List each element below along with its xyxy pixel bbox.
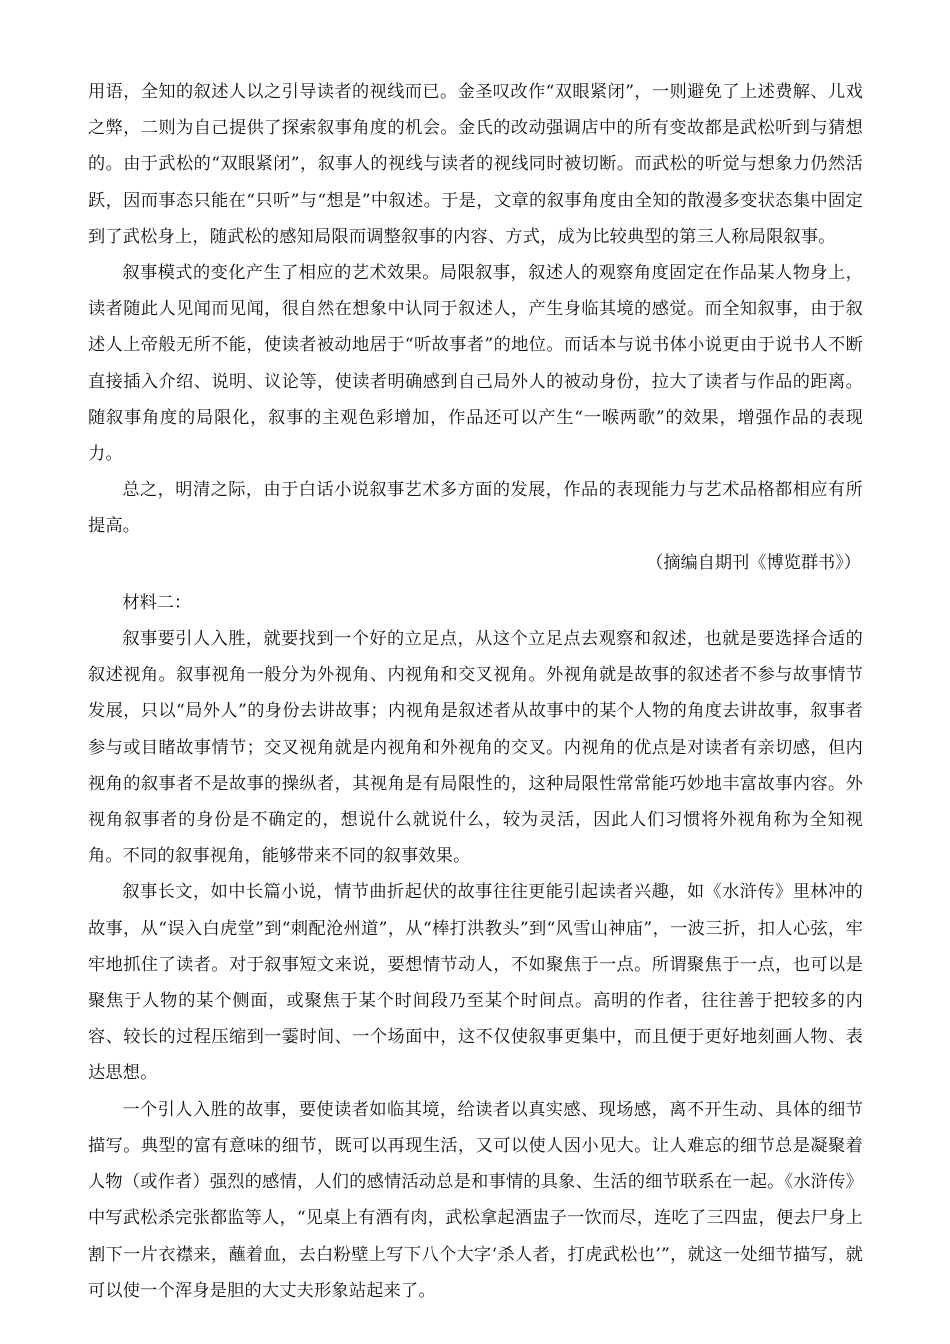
paragraph-detail-description: 一个引人入胜的故事，要使读者如临其境，给读者以真实感、现场感，离不开生动、具体的细节描写。典型的富有意味的细节，既可以再现生活，又可以使人因小见大。让人难忘的细节总是凝聚着人物（或作者）强烈的感情，人们的感情活动总是和事情的具象、生活的细节联系在一起。《水浒传》中写武松杀完张都监等人，“见桌上有酒有肉，武松拿起酒盅子一饮而尽，连吃了三四盅，便去尸身上割下一片衣襟来，蘸着血，去白粉壁上写下八个大字‘杀人者，打虎武松也’”，就这一处细节描写，就可以使一个浑身是胆的大丈夫形象站起来了。 bbox=[88, 1099, 863, 1301]
material-two-heading: 材料二： bbox=[122, 592, 192, 613]
paragraph-continuation: 用语，全知的叙述人以之引导读者的视线而已。金圣叹改作“双眼紧闭”，一则避免了上述费解、儿戏之弊，二则为自己提供了探索叙事角度的机会。金氏的改动强调店中的所有变故都是武松听到与猜想的。由于武松的“双眼紧闭”，叙事人的视线与读者的视线同时被切断。而武松的听觉与想象力仍然活跃，因而事态只能在“只听”与“想是”中叙述。于是，文章的叙事角度由全知的散漫多变状态集中固定到了武松身上，随武松的感知局限而调整叙事的内容、方式，成为比较典型的第三人称局限叙事。 bbox=[88, 82, 863, 247]
document-page bbox=[88, 74, 863, 1309]
paragraph-focus: 叙事长文，如中长篇小说，情节曲折起伏的故事往往更能引起读者兴趣，如《水浒传》里林冲的故事，从“误入白虎堂”到“刺配沧州道”，从“棒打洪教头”到“风雪山神庙”，一波三折，扣人心弦，牢牢地抓住了读者。对于叙事短文来说，要想情节动人，不如聚焦于一点。所谓聚焦于一点，也可以是聚焦于人物的某个侧面，或聚焦于某个时间段乃至某个时间点。高明的作者，往往善于把较多的内容、较长的过程压缩到一霎时间、一个场面中，这不仅使叙事更集中，而且便于更好地刻画人物、表达思想。 bbox=[88, 882, 863, 1084]
paragraph-summary: 总之，明清之际，由于白话小说叙事艺术多方面的发展，作品的表现能力与艺术品格都相应有所提高。 bbox=[88, 480, 863, 537]
paragraph-narrative-effect: 叙事模式的变化产生了相应的艺术效果。局限叙事，叙述人的观察角度固定在作品某人物身上，读者随此人见闻而见闻，很自然在想象中认同于叙述人，产生身临其境的感觉。而全知叙事，由于叙述人上帝般无所不能，使读者被动地居于“听故事者”的地位。而话本与说书体小说更由于说书人不断直接插入介绍、说明、议论等，使读者明确感到自己局外人的被动身份，拉大了读者与作品的距离。随叙事角度的局限化，叙事的主观色彩增加，作品还可以产生“一喉两歌”的效果，增强作品的表现力。 bbox=[88, 263, 863, 465]
paragraph-narrative-perspective: 叙事要引人入胜，就要找到一个好的立足点，从这个立足点去观察和叙述，也就是要选择合适的叙述视角。叙事视角一般分为外视角、内视角和交叉视角。外视角就是故事的叙述者不参与故事情节发展，只以“局外人”的身份去讲故事；内视角是叙述者从故事中的某个人物的角度去讲故事，叙事者参与或目睹故事情节；交叉视角就是内视角和外视角的交叉。内视角的优点是对读者有亲切感，但内视角的叙事者不是故事的操纵者，其视角是有局限性的，这种局限性常常能巧妙地丰富故事内容。外视角叙事者的身份是不确定的，想说什么就说什么，较为灵活，因此人们习惯将外视角称为全知视角。不同的叙事视角，能够带来不同的叙事效果。 bbox=[88, 629, 863, 867]
source-citation: （摘编自期刊《博览群书》） bbox=[646, 552, 861, 573]
